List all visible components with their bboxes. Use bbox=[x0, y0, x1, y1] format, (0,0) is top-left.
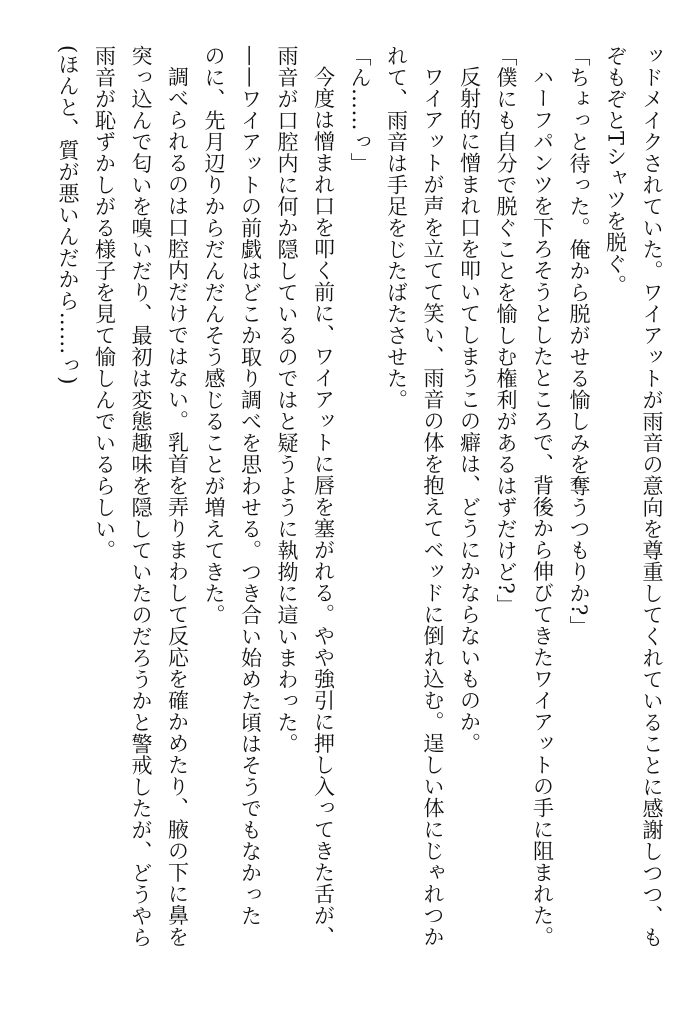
text-line: ッドメイクされていた。ワイアットが雨音の意向を尊重してくれていることに感謝しつつ、も bbox=[640, 45, 664, 948]
text-line: 「ちょっと待った。俺から脱がせる愉しみを奪うつもりか?」 bbox=[567, 45, 591, 638]
text-line: 今度は憎まれ口を叩く前に、ワイアットに唇を塞がれる。やや強引に押し入ってきた舌が、 bbox=[311, 66, 336, 948]
text-line: 調べられるのは口腔内だけではない。乳首を弄りまわして反応を確かめたり、腋の下に鼻を bbox=[165, 66, 190, 948]
vertical-text-body bbox=[30, 45, 670, 975]
text-line: ——ワイアットの前戯はどこか取り調べを思わせる。つき合い始めた頃はそうでもなかった bbox=[238, 45, 263, 927]
text-line: 「ん……っ」 bbox=[348, 45, 372, 174]
text-line: のに、先月辺りからだんだんそう感じることが増えてきた。 bbox=[202, 45, 226, 626]
text-line: ぞもぞとTシャツを脱ぐ。 bbox=[603, 45, 628, 297]
text-line: 「僕にも自分で脱ぐことを愉しむ権利があるはずだけど?」 bbox=[494, 45, 518, 616]
text-line: ハーフパンツを下ろそうとしたところで、背後から伸びてきたワイアットの手に阻まれた。 bbox=[530, 66, 555, 948]
text-line: ワイアットが声を立てて笑い、雨音の体を抱えてベッドに倒れ込む。逞しい体にじゃれつか bbox=[421, 66, 445, 948]
text-line: 反射的に憎まれ口を叩いてしまうこの癖は、どうにかならないものか。 bbox=[457, 66, 482, 754]
text-line: (ほんと、質が悪いんだから……っ) bbox=[56, 45, 80, 385]
text-line: 雨音が恥ずかしがる様子を見て愉しんでいるらしい。 bbox=[92, 45, 117, 561]
text-line: 突っ込んで匂いを嗅いだり、最初は変態趣味を隠していたのだろうかと警戒したが、どうやら bbox=[129, 45, 153, 948]
text-line: 雨音が口腔内に何か隠しているのではと疑うように執拗に這いまわった。 bbox=[275, 45, 299, 755]
text-line: れて、雨音は手足をじたばたさせた。 bbox=[384, 45, 409, 411]
